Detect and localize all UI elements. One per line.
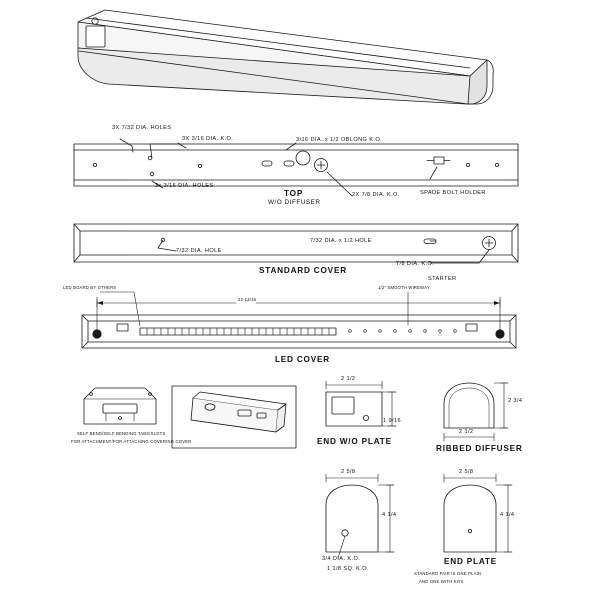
view-title-led-cover: LED COVER xyxy=(275,355,330,364)
note-standard-pair-2: AND ONE WITH KO's xyxy=(419,579,464,584)
dim-end-plate-plain-width: 2 5/8 xyxy=(459,469,474,475)
note-standard-pair-1: STANDARD PAIR IS ONE PLAIN xyxy=(414,571,482,576)
callout-cover-7-8-ko: 7/8 DIA. K.O. xyxy=(396,261,435,267)
callout-end-plate-1-1-8-sq-ko: 1 1/8 SQ. K.O. xyxy=(327,566,369,572)
dim-end-plate-height: 4 1/4 xyxy=(382,512,397,518)
view-title-ribbed-diffuser: RIBBED DIFFUSER xyxy=(436,444,523,453)
dim-end-plate-plain-height: 4 1/4 xyxy=(500,512,515,518)
view-title-standard-cover: STANDARD COVER xyxy=(259,266,347,275)
callout-led-board-by-others: LED BOARD BY OTHERS xyxy=(63,285,117,290)
view-title-top: TOP xyxy=(284,189,304,198)
bend-tabs-detail xyxy=(84,388,156,424)
note-self-bending-tabs: SELF BEND/SELF BENDING TABS/SLOTS xyxy=(77,431,166,436)
callout-end-plate-3-4-ko: 3/4 DIA. K.O. xyxy=(322,556,361,562)
note-attaching-cover: FOR ATTACHMENT/FOR ATTACHING COVERING COVER xyxy=(71,439,192,444)
view-title-end-plate: END PLATE xyxy=(444,557,497,566)
callout-cover-7-32-x-1-2-hole: 7/32 DIA. x 1/2 HOLE xyxy=(310,238,372,244)
callout-smooth-wireway: 1/2" SMOOTH WIREWAY xyxy=(378,285,430,290)
top-view xyxy=(74,139,518,196)
standard-cover-view xyxy=(74,224,518,263)
callout-starter: STARTER xyxy=(428,276,457,282)
callout-top-3x-316-holes: 3x 3/16 DIA. HOLES xyxy=(155,183,214,189)
dim-end-wo-plate-height: 1 9/16 xyxy=(383,418,401,424)
view-subtitle-top: W/O DIFFUSER xyxy=(268,199,321,206)
dim-led-length: 23-13/16 xyxy=(238,297,257,302)
ribbed-diffuser-view xyxy=(444,383,508,441)
dim-ribbed-diffuser-height: 2 3/4 xyxy=(508,398,523,404)
callout-top-oblong-ko: 3/16 DIA. x 1/2 OBLONG K.O. xyxy=(296,137,383,143)
callout-spade-bolt-holder: SPADE BOLT HOLDER xyxy=(420,190,486,196)
dim-ribbed-diffuser-width: 2 1/2 xyxy=(459,429,474,435)
callout-top-2x-78-ko: 2X 7/8 DIA. K.O. xyxy=(352,192,400,198)
iso-fixture xyxy=(78,10,493,104)
callout-top-7-32-holes: 3X 7/32 DIA. HOLES xyxy=(112,125,172,131)
callout-cover-7-32-hole: 7/32 DIA. HOLE xyxy=(176,248,222,254)
dim-end-wo-plate-width: 2 1/2 xyxy=(341,376,356,382)
callout-top-3x-316-ko: 3X 3/16 DIA. K.O. xyxy=(182,136,234,142)
view-title-end-wo-plate: END W/O PLATE xyxy=(317,437,392,446)
led-cover-view xyxy=(82,292,516,348)
dim-end-plate-width: 2 5/8 xyxy=(341,469,356,475)
